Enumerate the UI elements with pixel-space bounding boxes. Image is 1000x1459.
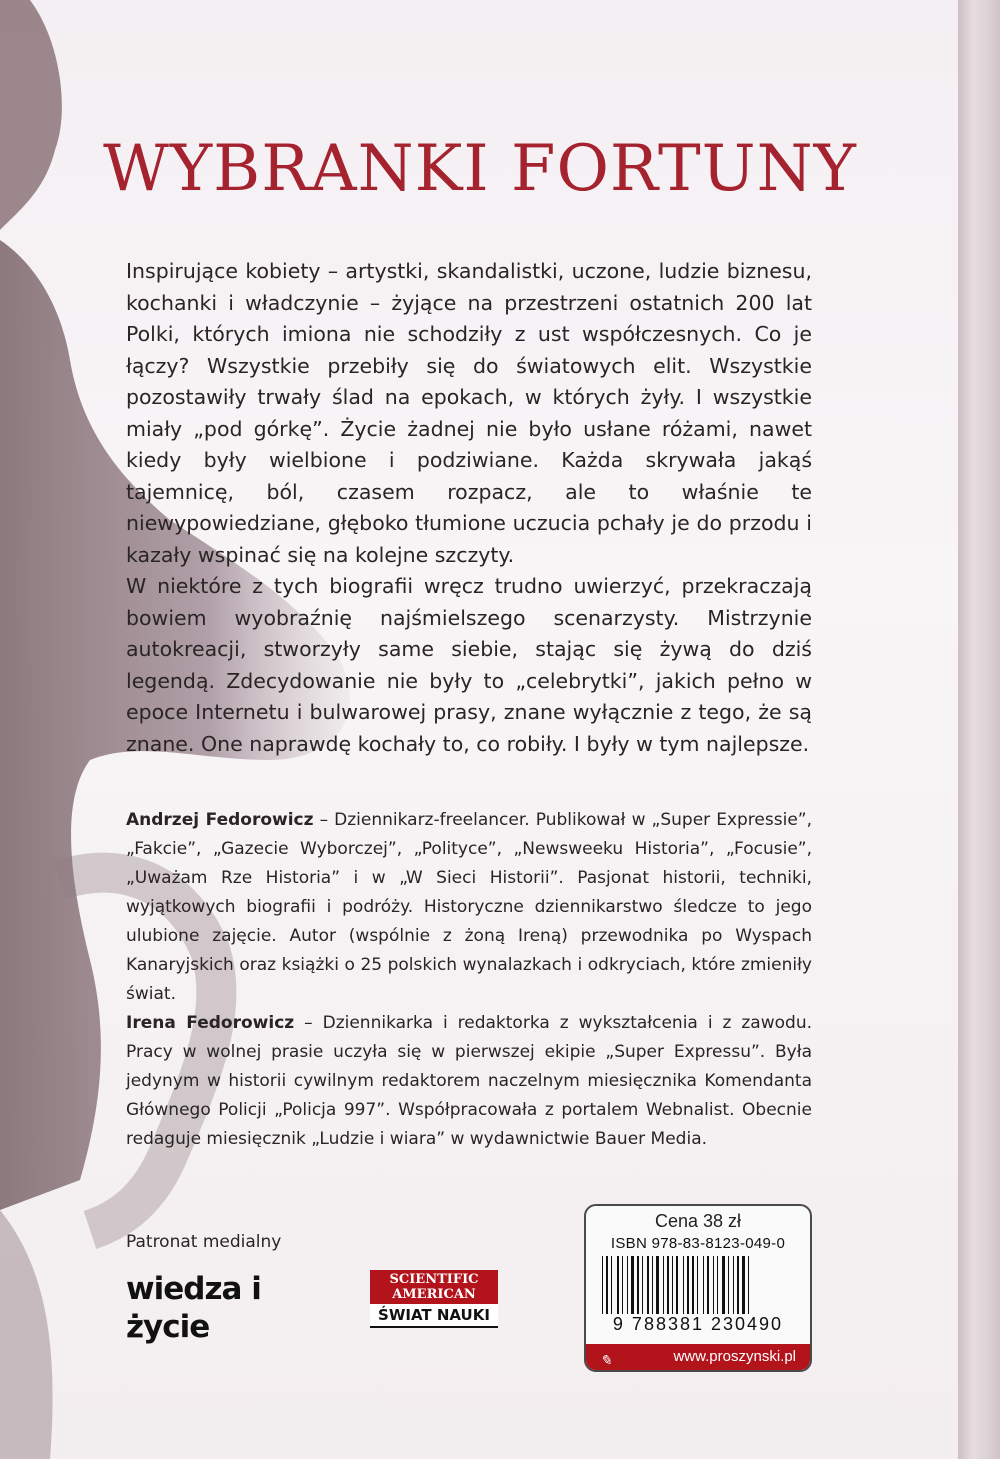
wiedza-logo-text: wiedza i życie — [126, 1271, 261, 1345]
wiedza-i-zycie-logo — [126, 1270, 341, 1345]
author-bio-text: – Dziennikarka i redaktorka z wykształcenia i z zawodu. Pracy w wolnej prasie uczyła się w pierwszej ekipie „Super Expressu”. Była jedynym w historii cywilnym redaktorem naczelnym miesięcznika Komendanta Głównego Policji „Policja 997”. Współpracowała z portalem Webnalist. Obecnie redaguje miesięcznik „Ludzie i wiara” w wydawnictwie Bauer Media. — [126, 1013, 813, 1149]
book-title: WYBRANKI FORTUNY — [103, 132, 857, 206]
price-barcode-box — [584, 1204, 812, 1372]
publisher-url-bar — [586, 1344, 810, 1370]
sciam-line: AMERICAN — [392, 1287, 476, 1302]
price-label: Cena 38 zł — [654, 1211, 742, 1231]
swiat-nauki-label: ŚWIAT NAUKI — [370, 1304, 498, 1328]
sciam-red-block — [370, 1270, 498, 1304]
patronage-label: Patronat medialny — [126, 1232, 282, 1252]
book-spine-edge — [958, 0, 1000, 1459]
author-bios — [126, 806, 812, 1154]
publisher-logo-icon: ✎ — [600, 1353, 612, 1369]
description — [126, 256, 812, 760]
description-paragraph: Inspirujące kobiety – artystki, skandalistki, uczone, ludzie biznesu, kochanki i władczynie – żyjące na przestrzeni ostatnich 200 lat Polki, których imiona nie schodziły z ust współczesnych. Co je łączy? Wszystkie przebiły się do światowych elit. Wszystkie pozostawiły trwały ślad na epokach, w których żyły. I wszystkie miały „pod górkę”. Życie żadnej nie było usłane różami, nawet kiedy były wielbione i podziwiane. Każda skrywała jakąś tajemnicę, ból, czasem rozpacz, ale to właśnie te niewypowiedziane, głęboko tłumione uczucia pchały je do przodu i kazały wspinać się na kolejne szczyty. — [126, 259, 812, 567]
sciam-line: SCIENTIFIC — [389, 1272, 479, 1287]
barcode-image — [600, 1256, 796, 1314]
ean-number: 9 788381 230490 — [612, 1314, 784, 1334]
publisher-url: www.proszynski.pl — [673, 1348, 796, 1365]
isbn-label: ISBN 978-83-8123-049-0 — [610, 1235, 786, 1252]
author-bio-text: – Dziennikarz-freelancer. Publikował w „Super Expressie”, „Fakcie”, „Gazecie Wyborczej”, „Polityce”, „Newsweeku Historia”, „Focusie”, „Uważam Rze Historia” i w „W Sieci Historii”. Pasjonat historii, techniki, wyjątkowych biografii i podróży. Historyczne dziennikarstwo śledcze to jego ulubione zajęcie. Autor (wspólnie z żoną Ireną) przewodnika po Wyspach Kanaryjskich oraz książki o 25 polskich wynalazkach i odkryciach, które zmieniły świat. — [126, 810, 812, 1004]
author-name: Andrzej Fedorowicz — [126, 810, 314, 830]
author-bio — [126, 1009, 812, 1154]
author-name: Irena Fedorowicz — [126, 1013, 295, 1033]
scientific-american-logo — [370, 1270, 498, 1328]
description-paragraph: W niektóre z tych biografii wręcz trudno uwierzyć, przekraczają bowiem wyobraźnię najśmielszego scenarzysty. Mistrzynie autokreacji, stworzyły same siebie, stając się żywą do dziś legendą. Zdecydowanie nie były to „celebrytki”, jakich pełno w epoce Internetu i bulwarowej prasy, znane wyłącznie z tego, że są znane. One naprawdę kochały to, co robiły. I były w tym najlepsze. — [126, 574, 812, 756]
author-bio — [126, 806, 812, 1009]
